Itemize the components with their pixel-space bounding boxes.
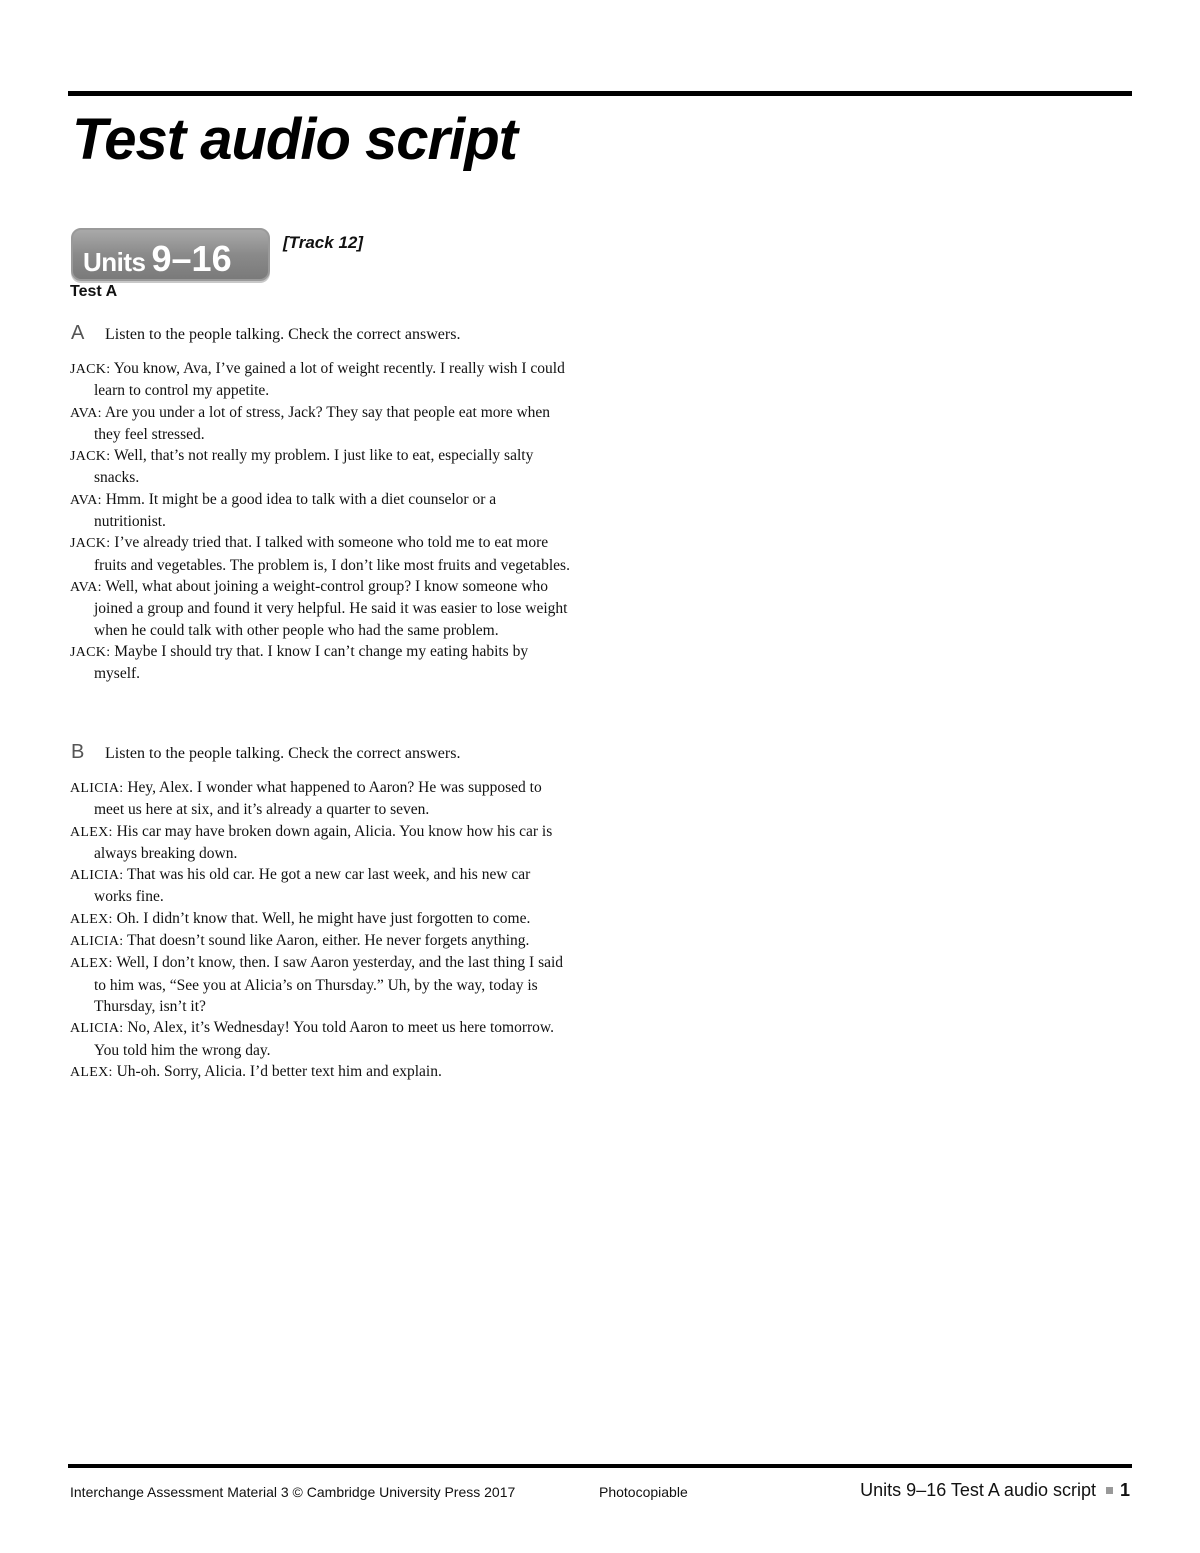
section-letter: B — [71, 741, 85, 763]
speaker-name: JACK: — [70, 362, 111, 377]
dialog-text: Well, I don’t know, then. I saw Aaron yesterday, and the last thing I said to him was, “See you at Alicia’s on Thursday.” Uh, by the way, today is Thursday, isn’t it? — [94, 954, 564, 1015]
dialog-line — [70, 952, 570, 1017]
speaker-name: ALICIA: — [70, 868, 124, 884]
dialog-line — [70, 1061, 570, 1083]
dialog-line — [70, 641, 570, 685]
dialog-text: Hmm. It might be a good idea to talk with a diet counselor or a nutritionist. — [94, 490, 497, 531]
speaker-name: ALEX: — [70, 956, 113, 972]
dialog-text: Uh-oh. Sorry, Alicia. I’d better text him and explain. — [116, 1062, 442, 1080]
dialog-line — [70, 821, 570, 865]
speaker-name: ALICIA: — [70, 1021, 124, 1037]
units-badge — [71, 228, 270, 281]
dialog-text: No, Alex, it’s Wednesday! You told Aaron to meet us here tomorrow. You told him the wrong day. — [94, 1019, 554, 1059]
speaker-name: JACK: — [70, 644, 111, 660]
dialog-text: Well, what about joining a weight-control group? I know someone who joined a group and found it very helpful. He said it was easier to lose weight when he could talk with other people who had the same problem. — [94, 577, 568, 639]
section-instruction: Listen to the people talking. Check the correct answers. — [105, 326, 461, 343]
speaker-name: ALEX: — [70, 1064, 113, 1080]
square-bullet-icon — [1106, 1487, 1113, 1494]
test-label: Test A — [70, 283, 118, 300]
track-label: [Track 12] — [283, 233, 364, 252]
section-a-heading — [71, 322, 460, 345]
page-number: 1 — [1119, 1480, 1130, 1500]
dialog-text: Maybe I should try that. I know I can’t change my eating habits by myself. — [94, 642, 529, 683]
dialog-line — [70, 930, 570, 952]
dialog-text: Are you under a lot of stress, Jack? They say that people eat more when they feel stressed. — [94, 403, 551, 443]
dialog-text: That doesn’t sound like Aaron, either. He never forgets anything. — [127, 932, 530, 950]
dialog-line — [70, 1017, 570, 1061]
speaker-name: AVA: — [70, 579, 102, 595]
speaker-name: AVA: — [70, 492, 102, 508]
dialog-line — [70, 402, 570, 446]
section-a-dialog — [70, 358, 570, 684]
dialog-text: I’ve already tried that. I talked with someone who told me to eat more fruits and vegetables. The problem is, I don’t like most fruits and vegetables. — [94, 534, 570, 574]
dialog-line — [70, 358, 570, 402]
footer-running-title-text: Units 9–16 Test A audio script — [860, 1480, 1096, 1500]
speaker-name: AVA: — [70, 405, 102, 421]
footer-copyright: Interchange Assessment Material 3 © Cambridge University Press 2017 — [70, 1484, 516, 1500]
units-badge-range: 9–16 — [151, 238, 232, 279]
dialog-line — [70, 532, 570, 576]
section-letter: A — [71, 322, 85, 344]
dialog-text: Oh. I didn’t know that. Well, he might have just forgotten to come. — [116, 909, 531, 927]
footer-photocopiable: Photocopiable — [599, 1484, 688, 1500]
footer-running-title — [860, 1480, 1130, 1501]
top-rule — [68, 91, 1132, 96]
dialog-line — [70, 864, 570, 908]
dialog-text: Well, that’s not really my problem. I just like to eat, especially salty snacks. — [94, 447, 534, 487]
section-b-dialog — [70, 777, 570, 1083]
bottom-rule — [68, 1464, 1132, 1468]
dialog-text: That was his old car. He got a new car last week, and his new car works fine. — [94, 866, 531, 906]
units-badge-word: Units — [83, 247, 146, 277]
speaker-name: ALEX: — [70, 824, 113, 840]
speaker-name: ALICIA: — [70, 934, 124, 950]
speaker-name: ALEX: — [70, 911, 113, 927]
dialog-line — [70, 489, 570, 533]
dialog-line — [70, 777, 570, 821]
dialog-line — [70, 445, 570, 489]
speaker-name: JACK: — [70, 536, 111, 552]
dialog-text: His car may have broken down again, Alicia. You know how his car is always breaking down. — [94, 822, 553, 862]
dialog-line — [70, 908, 570, 930]
section-instruction: Listen to the people talking. Check the correct answers. — [105, 745, 461, 762]
dialog-text: You know, Ava, I’ve gained a lot of weight recently. I really wish I could learn to control my appetite. — [94, 360, 565, 400]
section-b-heading — [71, 741, 460, 764]
dialog-text: Hey, Alex. I wonder what happened to Aaron? He was supposed to meet us here at six, and it’s already a quarter to seven. — [94, 779, 542, 819]
dialog-line — [70, 576, 570, 641]
page-title: Test audio script — [72, 107, 517, 172]
speaker-name: JACK: — [70, 449, 111, 465]
speaker-name: ALICIA: — [70, 781, 124, 796]
